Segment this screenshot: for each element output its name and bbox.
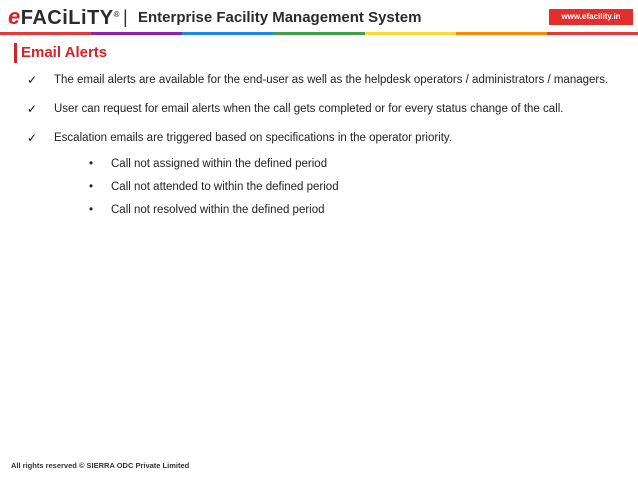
logo-e: e <box>8 4 21 29</box>
color-bar-segment <box>547 32 638 35</box>
list-item <box>89 157 589 180</box>
color-bar-segment <box>365 32 456 35</box>
header-separator: | <box>123 7 128 27</box>
logo-text: FACiLiTY <box>20 7 114 29</box>
list-item <box>89 180 589 203</box>
checkmark-icon: ✓ <box>27 102 38 116</box>
checklist-item-text: The email alerts are available for the end-user as well as the helpdesk operators / administrators / managers. <box>54 74 609 86</box>
website-url[interactable]: www.efacility.in <box>561 12 621 21</box>
header-color-bar <box>0 32 638 35</box>
bullet-icon: • <box>89 158 94 170</box>
registered-mark: ® <box>113 10 121 19</box>
color-bar-segment <box>91 32 182 35</box>
checklist-item <box>27 73 627 102</box>
color-bar-segment <box>456 32 547 35</box>
efacility-logo <box>8 5 120 30</box>
website-link[interactable] <box>549 9 633 25</box>
bullet-icon: • <box>89 204 94 216</box>
list-item-text: Call not attended to within the defined period <box>111 181 339 193</box>
color-bar-segment <box>273 32 364 35</box>
sub-bullet-list <box>89 157 589 226</box>
checkmark-icon: ✓ <box>27 131 38 145</box>
header <box>0 0 638 33</box>
color-bar-segment <box>0 32 91 35</box>
checklist-item-text: User can request for email alerts when the call gets completed or for every status change of the call. <box>54 103 564 115</box>
color-bar-segment <box>182 32 273 35</box>
checklist-item <box>27 102 627 131</box>
app-title: Enterprise Facility Management System <box>138 9 422 26</box>
checklist <box>27 73 627 160</box>
checklist-item <box>27 131 627 160</box>
list-item <box>89 203 589 226</box>
footer-copyright: All rights reserved © SIERRA ODC Private Limited <box>11 461 190 470</box>
section-title: Email Alerts <box>14 43 107 63</box>
checkmark-icon: ✓ <box>27 73 38 87</box>
list-item-text: Call not resolved within the defined period <box>111 204 325 216</box>
bullet-icon: • <box>89 181 94 193</box>
list-item-text: Call not assigned within the defined period <box>111 158 328 170</box>
checklist-item-text: Escalation emails are triggered based on specifications in the operator priority. <box>54 132 453 144</box>
